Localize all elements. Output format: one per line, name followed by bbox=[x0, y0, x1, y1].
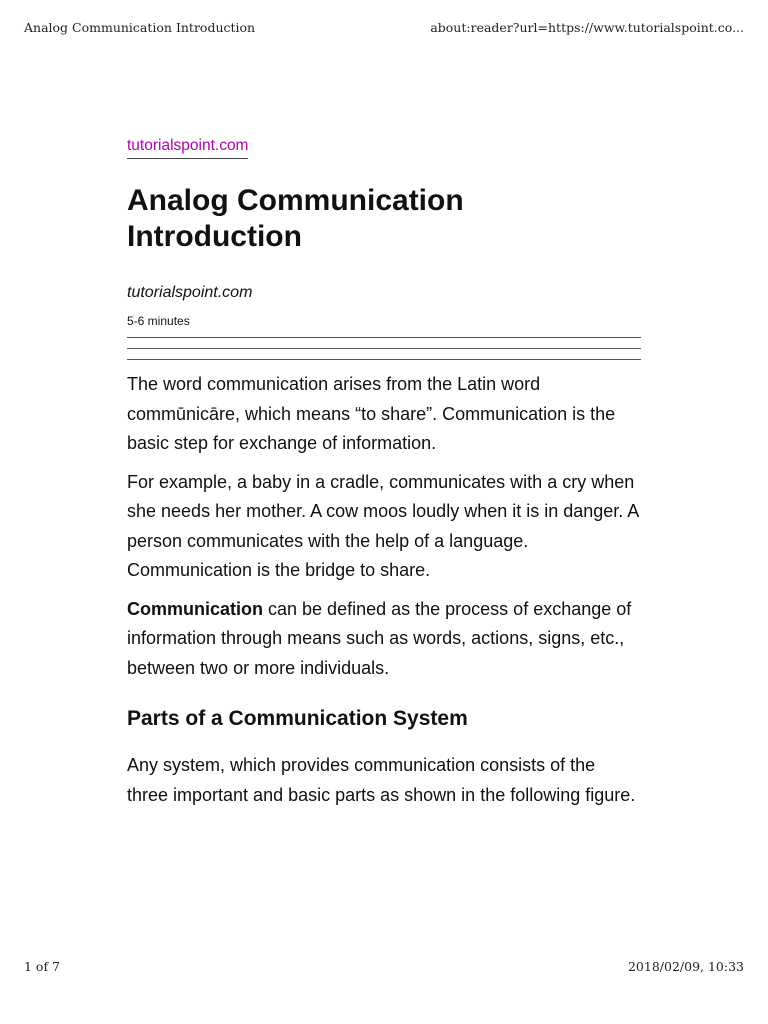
divider-line bbox=[127, 337, 641, 338]
article-body bbox=[127, 370, 641, 810]
article bbox=[127, 136, 641, 819]
print-footer bbox=[24, 959, 744, 974]
page-title-line1: Analog Communication bbox=[127, 184, 464, 217]
page-title bbox=[127, 183, 641, 255]
header-divider bbox=[127, 337, 641, 360]
page-title-line2: Introduction bbox=[127, 220, 302, 253]
section-heading: Parts of a Communication System bbox=[127, 707, 468, 730]
divider-line bbox=[127, 359, 641, 360]
page-number: 1 of 7 bbox=[24, 959, 61, 974]
print-header bbox=[24, 20, 744, 35]
print-datetime: 2018/02/09, 10:33 bbox=[627, 959, 744, 974]
paragraph: The word communication arises from the Latin word commūnicāre, which means “to share”. Communication is the basic step for exchange of information. bbox=[127, 374, 616, 453]
definition-term: Communication bbox=[127, 598, 264, 619]
site-link[interactable]: tutorialspoint.com bbox=[127, 136, 248, 159]
paragraph: Any system, which provides communication consists of the three important and basic parts as shown in the following figure. bbox=[127, 755, 636, 805]
definition-text: can be defined as the process of exchange of information through means such as words, actions, signs, etc., between two or more individuals. bbox=[127, 598, 632, 678]
read-time: 5-6 minutes bbox=[127, 314, 190, 328]
paragraph: For example, a baby in a cradle, communicates with a cry when she needs her mother. A cow moos loudly when it is in danger. A person communicates with the help of a language. Communication is the bridge to share. bbox=[127, 471, 639, 580]
print-header-title: Analog Communication Introduction bbox=[24, 20, 256, 35]
definition-paragraph bbox=[127, 595, 641, 684]
print-header-url: about:reader?url=https://www.tutorialspoint.co... bbox=[430, 20, 744, 35]
byline: tutorialspoint.com bbox=[127, 284, 253, 301]
divider-line bbox=[127, 348, 641, 349]
